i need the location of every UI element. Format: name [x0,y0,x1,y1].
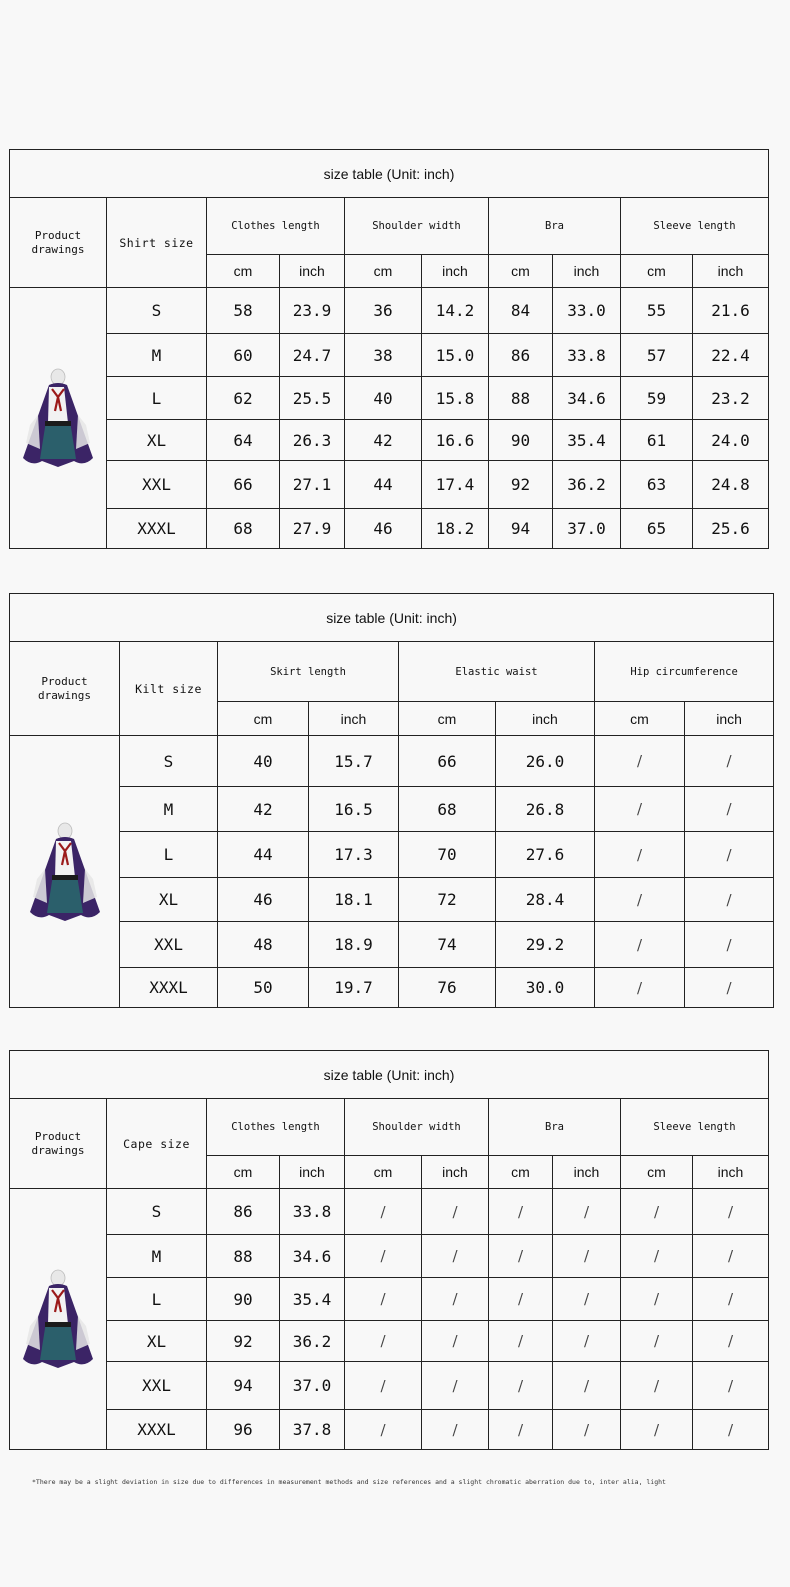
value-cell: / [693,1278,769,1321]
value-cell: / [693,1321,769,1362]
value-cell: / [685,878,774,922]
value-cell: / [693,1235,769,1278]
unit-header: inch [553,1156,621,1189]
table-row [10,1278,769,1321]
value-cell: / [489,1321,553,1362]
value-cell: / [685,787,774,832]
value-cell: / [621,1410,693,1450]
unit-header: inch [496,702,595,736]
value-cell: 92 [207,1321,280,1362]
value-cell: 26.3 [280,420,345,461]
value-cell: 65 [621,509,693,549]
size-header: Shirt size [107,198,207,288]
costume-image [18,1264,98,1374]
size-table-3 [9,1050,769,1450]
value-cell: 35.4 [280,1278,345,1321]
value-cell: 90 [207,1278,280,1321]
table-row [10,878,774,922]
unit-header: cm [489,1156,553,1189]
size-cell: L [107,377,207,420]
value-cell: 33.8 [280,1189,345,1235]
value-cell: 88 [207,1235,280,1278]
table-title: size table (Unit: inch) [10,150,769,198]
value-cell: 27.1 [280,461,345,509]
value-cell: 17.3 [309,832,399,878]
value-cell: / [422,1235,489,1278]
size-cell: M [120,787,218,832]
column-group-header: Shoulder width [345,198,489,255]
value-cell: / [621,1235,693,1278]
value-cell: 25.5 [280,377,345,420]
value-cell: / [693,1410,769,1450]
table-row [10,509,769,549]
value-cell: / [345,1410,422,1450]
table-row [10,1189,769,1235]
table-row [10,420,769,461]
value-cell: 84 [489,288,553,334]
table-row [10,334,769,377]
value-cell: 62 [207,377,280,420]
table-title: size table (Unit: inch) [10,1051,769,1099]
unit-header: cm [218,702,309,736]
size-cell: XXXL [107,509,207,549]
value-cell: 27.6 [496,832,595,878]
value-cell: 24.7 [280,334,345,377]
value-cell: 46 [218,878,309,922]
value-cell: 42 [218,787,309,832]
value-cell: 28.4 [496,878,595,922]
size-cell: L [120,832,218,878]
table-row [10,288,769,334]
value-cell: 24.0 [693,420,769,461]
value-cell: 18.1 [309,878,399,922]
value-cell: 30.0 [496,968,595,1008]
value-cell: / [621,1362,693,1410]
footnote: *There may be a slight deviation in size due to differences in measurement methods and size references and a slight chromatic aberration due to, inter alia, light [32,1478,666,1486]
size-cell: XXXL [120,968,218,1008]
value-cell: 33.8 [553,334,621,377]
table-row [10,377,769,420]
unit-header: cm [489,255,553,288]
value-cell: 68 [207,509,280,549]
value-cell: 34.6 [280,1235,345,1278]
product-drawings-header: Product drawings [10,1099,107,1189]
size-header: Cape size [107,1099,207,1189]
value-cell: / [422,1321,489,1362]
column-group-header: Sleeve length [621,198,769,255]
size-cell: S [120,736,218,787]
value-cell: 27.9 [280,509,345,549]
value-cell: 15.8 [422,377,489,420]
value-cell: / [553,1321,621,1362]
value-cell: 35.4 [553,420,621,461]
value-cell: 29.2 [496,922,595,968]
value-cell: / [595,832,685,878]
value-cell: / [553,1278,621,1321]
value-cell: 16.5 [309,787,399,832]
unit-header: inch [422,255,489,288]
value-cell: / [422,1362,489,1410]
table-row [10,787,774,832]
unit-header: inch [280,255,345,288]
unit-header: cm [595,702,685,736]
value-cell: 22.4 [693,334,769,377]
table-row [10,1362,769,1410]
table-row [10,968,774,1008]
value-cell: / [489,1362,553,1410]
column-group-header: Shoulder width [345,1099,489,1156]
value-cell: / [553,1362,621,1410]
value-cell: 86 [489,334,553,377]
value-cell: 40 [345,377,422,420]
value-cell: 26.8 [496,787,595,832]
size-cell: XXL [107,461,207,509]
value-cell: 16.6 [422,420,489,461]
table-row [10,1410,769,1450]
table-row [10,736,774,787]
value-cell: 58 [207,288,280,334]
value-cell: 94 [207,1362,280,1410]
value-cell: / [422,1278,489,1321]
value-cell: / [345,1189,422,1235]
unit-header: cm [399,702,496,736]
unit-header: inch [280,1156,345,1189]
column-group-header: Clothes length [207,1099,345,1156]
value-cell: 88 [489,377,553,420]
table-row [10,922,774,968]
value-cell: 37.8 [280,1410,345,1450]
product-drawings-header: Product drawings [10,198,107,288]
value-cell: / [595,878,685,922]
value-cell: 40 [218,736,309,787]
unit-header: inch [685,702,774,736]
size-cell: XXL [107,1362,207,1410]
size-cell: XXL [120,922,218,968]
value-cell: 36.2 [280,1321,345,1362]
value-cell: 60 [207,334,280,377]
value-cell: 63 [621,461,693,509]
table-row [10,1321,769,1362]
size-cell: XL [107,420,207,461]
value-cell: 48 [218,922,309,968]
value-cell: / [422,1189,489,1235]
column-group-header: Bra [489,1099,621,1156]
value-cell: 59 [621,377,693,420]
value-cell: 50 [218,968,309,1008]
value-cell: 66 [399,736,496,787]
value-cell: 70 [399,832,496,878]
value-cell: / [685,832,774,878]
value-cell: / [553,1189,621,1235]
value-cell: 86 [207,1189,280,1235]
unit-header: inch [693,255,769,288]
value-cell: 26.0 [496,736,595,787]
value-cell: 19.7 [309,968,399,1008]
unit-header: cm [345,1156,422,1189]
size-cell: S [107,288,207,334]
value-cell: / [621,1189,693,1235]
value-cell: 72 [399,878,496,922]
product-drawing [10,288,107,549]
table-row [10,461,769,509]
table-row [10,1235,769,1278]
column-group-header: Elastic waist [399,642,595,702]
value-cell: 94 [489,509,553,549]
value-cell: / [489,1235,553,1278]
value-cell: 37.0 [280,1362,345,1410]
table-row [10,832,774,878]
value-cell: 36 [345,288,422,334]
value-cell: 24.8 [693,461,769,509]
value-cell: / [595,736,685,787]
value-cell: / [345,1235,422,1278]
column-group-header: Clothes length [207,198,345,255]
value-cell: 76 [399,968,496,1008]
value-cell: / [621,1278,693,1321]
value-cell: 74 [399,922,496,968]
unit-header: inch [422,1156,489,1189]
costume-image [25,817,105,927]
size-table-2 [9,593,774,1008]
unit-header: inch [309,702,399,736]
value-cell: 42 [345,420,422,461]
size-cell: XL [120,878,218,922]
value-cell: 21.6 [693,288,769,334]
value-cell: / [693,1189,769,1235]
value-cell: / [621,1321,693,1362]
value-cell: 37.0 [553,509,621,549]
value-cell: 38 [345,334,422,377]
value-cell: 55 [621,288,693,334]
value-cell: / [422,1410,489,1450]
value-cell: 66 [207,461,280,509]
unit-header: inch [693,1156,769,1189]
value-cell: 96 [207,1410,280,1450]
value-cell: / [685,922,774,968]
unit-header: inch [553,255,621,288]
table-title: size table (Unit: inch) [10,594,774,642]
value-cell: 44 [345,461,422,509]
size-cell: S [107,1189,207,1235]
size-cell: XL [107,1321,207,1362]
product-drawings-header: Product drawings [10,642,120,736]
size-cell: XXXL [107,1410,207,1450]
value-cell: 68 [399,787,496,832]
size-cell: M [107,1235,207,1278]
value-cell: 33.0 [553,288,621,334]
value-cell: / [595,787,685,832]
value-cell: 64 [207,420,280,461]
column-group-header: Sleeve length [621,1099,769,1156]
value-cell: / [685,968,774,1008]
value-cell: 15.0 [422,334,489,377]
unit-header: cm [621,1156,693,1189]
value-cell: / [489,1278,553,1321]
column-group-header: Hip circumference [595,642,774,702]
value-cell: 15.7 [309,736,399,787]
value-cell: / [595,968,685,1008]
value-cell: 23.2 [693,377,769,420]
value-cell: 57 [621,334,693,377]
unit-header: cm [621,255,693,288]
size-cell: L [107,1278,207,1321]
unit-header: cm [207,1156,280,1189]
value-cell: 18.9 [309,922,399,968]
value-cell: / [595,922,685,968]
value-cell: / [553,1235,621,1278]
value-cell: 23.9 [280,288,345,334]
value-cell: 61 [621,420,693,461]
value-cell: 46 [345,509,422,549]
column-group-header: Bra [489,198,621,255]
value-cell: 34.6 [553,377,621,420]
value-cell: 18.2 [422,509,489,549]
value-cell: 14.2 [422,288,489,334]
value-cell: / [489,1410,553,1450]
product-drawing [10,736,120,1008]
value-cell: 25.6 [693,509,769,549]
value-cell: / [345,1321,422,1362]
column-group-header: Skirt length [218,642,399,702]
costume-image [18,363,98,473]
value-cell: / [489,1189,553,1235]
size-table-1 [9,149,769,549]
value-cell: / [685,736,774,787]
value-cell: / [345,1278,422,1321]
unit-header: cm [207,255,280,288]
value-cell: 90 [489,420,553,461]
value-cell: 36.2 [553,461,621,509]
value-cell: / [693,1362,769,1410]
value-cell: 44 [218,832,309,878]
value-cell: / [345,1362,422,1410]
value-cell: 92 [489,461,553,509]
unit-header: cm [345,255,422,288]
size-cell: M [107,334,207,377]
product-drawing [10,1189,107,1450]
value-cell: 17.4 [422,461,489,509]
value-cell: / [553,1410,621,1450]
size-header: Kilt size [120,642,218,736]
